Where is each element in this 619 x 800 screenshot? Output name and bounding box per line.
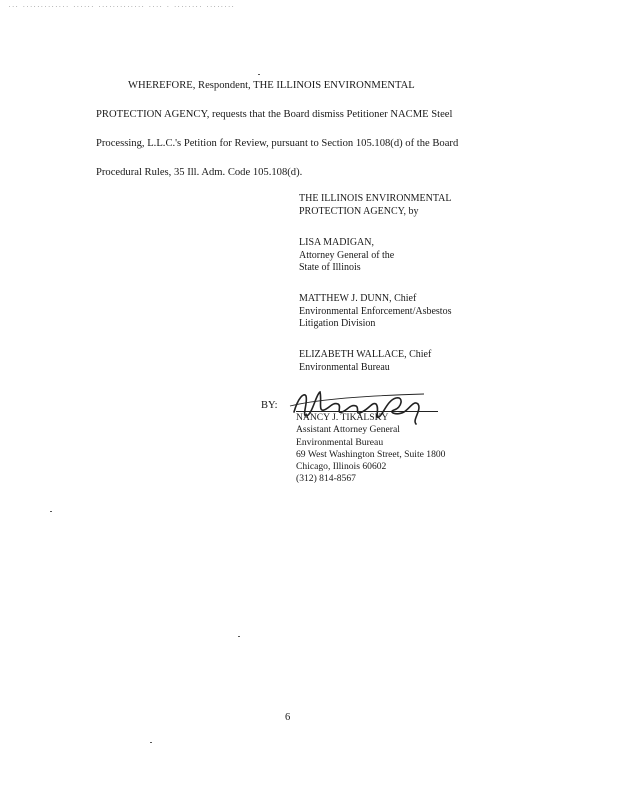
body-line: Processing, L.L.C.'s Petition for Review, pursuant to Section 105.108(d) of the Board bbox=[96, 138, 459, 149]
body-line: PROTECTION AGENCY, requests that the Board dismiss Petitioner NACME Steel bbox=[96, 109, 453, 120]
body-line: Procedural Rules, 35 Ill. Adm. Code 105.108(d). bbox=[96, 167, 303, 178]
scan-speck bbox=[258, 74, 260, 75]
attorney-title: Assistant Attorney General bbox=[296, 424, 400, 436]
agency-line: THE ILLINOIS ENVIRONMENTAL bbox=[299, 193, 452, 204]
address-line: 69 West Washington Street, Suite 1800 bbox=[296, 448, 446, 460]
fax-header: ... ............. ...... ............. .... . ........ ........ bbox=[8, 3, 235, 9]
attorney-name: NANCY J. TIKALSKY bbox=[296, 412, 389, 423]
agency-block bbox=[299, 193, 452, 218]
ag-title: State of Illinois bbox=[299, 262, 361, 273]
by-label: BY: bbox=[261, 400, 278, 411]
scan-speck bbox=[150, 742, 152, 743]
agency-line: PROTECTION AGENCY, by bbox=[299, 205, 419, 217]
scan-speck bbox=[50, 511, 52, 512]
bureau-chief-block bbox=[299, 349, 431, 374]
chief-title: Environmental Enforcement/Asbestos bbox=[299, 305, 452, 317]
chief-title: Litigation Division bbox=[299, 318, 376, 329]
chief-name: MATTHEW J. DUNN, Chief bbox=[299, 293, 417, 304]
ag-title: Attorney General of the bbox=[299, 249, 395, 261]
signing-attorney-block bbox=[296, 412, 445, 486]
attorney-bureau: Environmental Bureau bbox=[296, 436, 384, 448]
address-line: Chicago, Illinois 60602 bbox=[296, 461, 387, 473]
ag-name: LISA MADIGAN, bbox=[299, 237, 374, 248]
scan-speck bbox=[238, 636, 240, 637]
bureau-chief-title: Environmental Bureau bbox=[299, 361, 390, 373]
body-line: WHEREFORE, Respondent, THE ILLINOIS ENVIRONMENTAL bbox=[128, 80, 415, 91]
attorney-general-block bbox=[299, 237, 394, 275]
division-chief-block bbox=[299, 293, 451, 331]
phone-number: (312) 814-8567 bbox=[296, 473, 356, 485]
bureau-chief-name: ELIZABETH WALLACE, Chief bbox=[299, 349, 432, 360]
page-number: 6 bbox=[285, 712, 291, 723]
